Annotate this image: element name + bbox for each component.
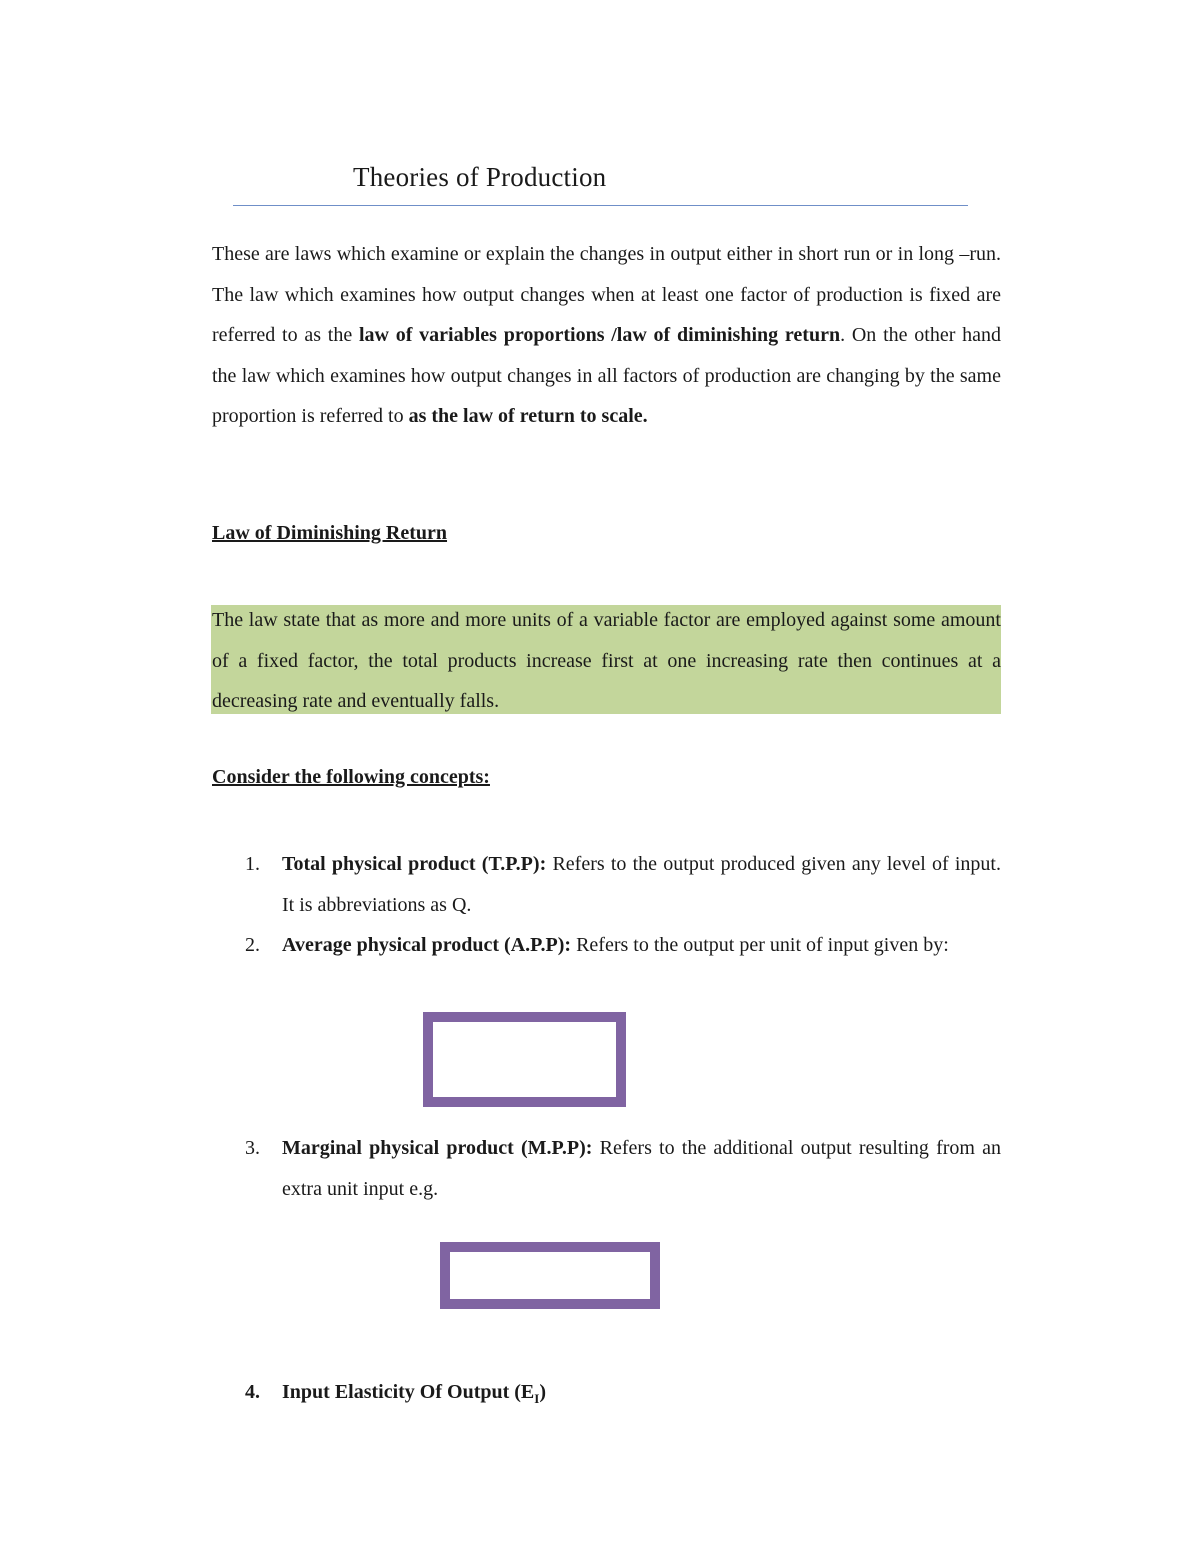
intro-text-2: . On the other hand the law which examines how output changes in all factors of production are changing by the same proportion is referred to [212,324,1001,427]
list-number: 1. [245,853,260,875]
list-item-mpp [212,1128,1001,1209]
definition-app: Refers to the output per unit of input given by: [571,934,949,956]
title-underline-rule [233,205,968,206]
term-mpp: Marginal physical product (M.P.P): [282,1137,593,1159]
term-app: Average physical product (A.P.P): [282,934,572,956]
intro-paragraph [212,234,1001,437]
definition-mpp: Refers to the additional output resulting from an extra unit input e.g. [282,1137,1002,1200]
intro-bold-return-to-scale: as the law of return to scale. [408,405,648,427]
list-item-input-elasticity [212,1372,1001,1420]
list-number: 3. [245,1137,260,1159]
list-item-app [212,925,1001,966]
definition-tpp: Refers to the output produced given any level of input. It is abbreviations as Q. [282,853,1001,916]
intro-text-1: These are laws which examine or explain the changes in output either in short run or in long –run. The law which examines how output changes when at least one factor of production is fixed are referred to as the [212,243,1001,346]
page-title: Theories of Production [353,162,607,192]
term-tpp: Total physical product (T.P.P): [282,853,547,875]
mpp-formula-box [440,1242,660,1309]
heading-consider-concepts: Consider the following concepts: [212,766,490,788]
list-item-tpp [212,844,1001,925]
list-number: 2. [245,934,260,956]
heading-law-of-diminishing-return: Law of Diminishing Return [212,522,448,544]
term-close-paren: ) [539,1381,546,1403]
law-statement-text: The law state that as more and more units of a variable factor are employed against some amount of a fixed factor, the total products increase first at one increasing rate then continues at a decreasing rate and eventually falls. [212,609,1001,712]
app-formula-box [423,1012,626,1107]
term-subscript: I [534,1391,540,1406]
list-number: 4. [245,1381,260,1403]
intro-bold-law-variable-proportions: law of variables proportions /law of diminishing return [358,324,841,346]
term-input-elasticity: Input Elasticity Of Output (E [282,1381,535,1403]
